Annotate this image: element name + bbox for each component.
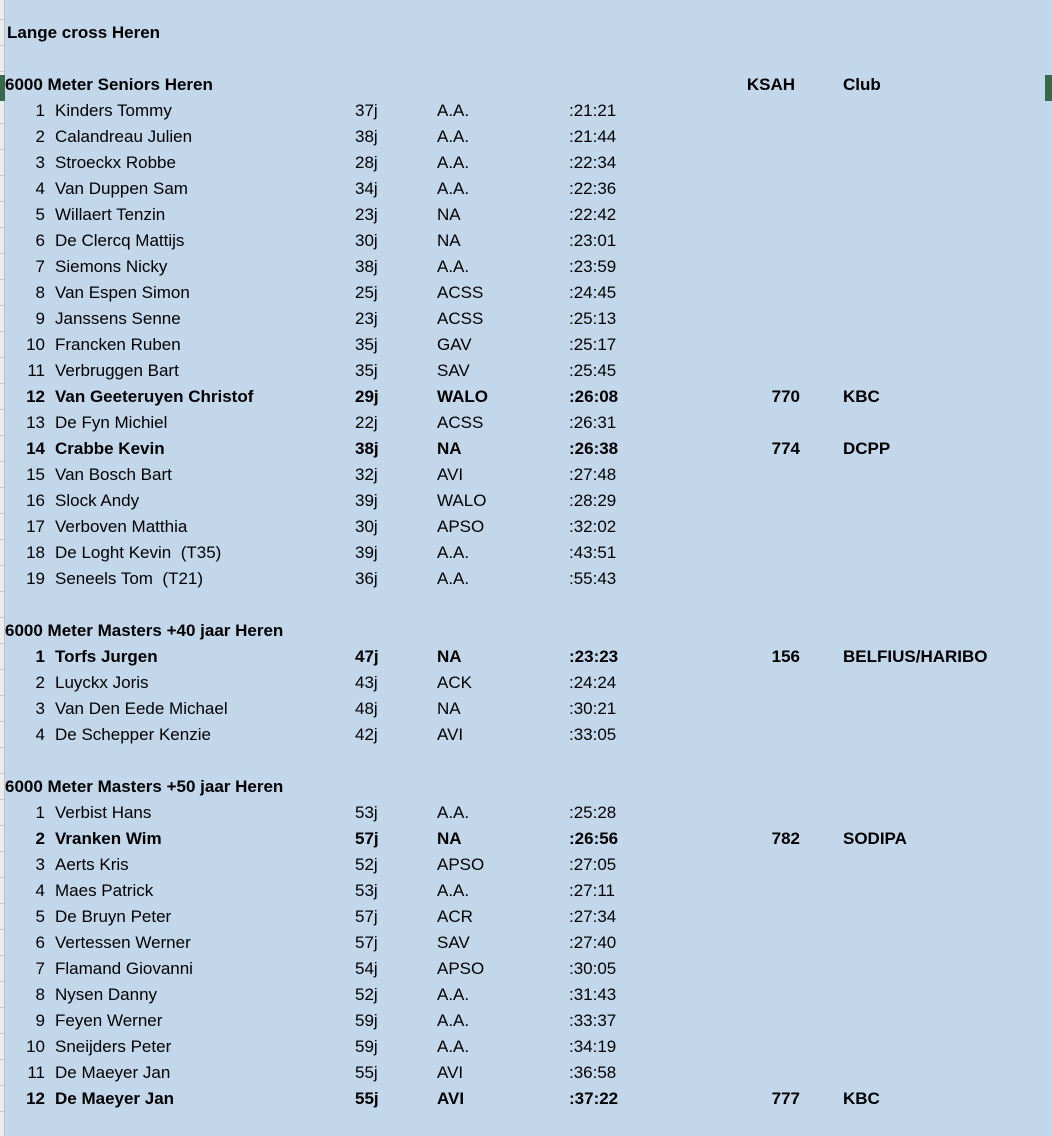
page-title: Lange cross Heren — [7, 23, 161, 42]
sponsor-cell — [843, 566, 1052, 592]
sponsor-cell — [843, 280, 1052, 306]
club-abbr-cell: A.A. — [437, 569, 470, 588]
club-abbr-cell: AVI — [437, 1089, 465, 1108]
section-marker-right-bar — [1045, 75, 1052, 101]
ksah-cell — [700, 254, 800, 280]
name-cell: Sneijders Peter — [55, 1037, 172, 1056]
section-title: 6000 Meter Masters +50 jaar Heren — [5, 777, 284, 796]
time-cell: :34:19 — [569, 1037, 617, 1056]
name-cell: Janssens Senne — [55, 309, 181, 328]
sponsor-cell: DCPP — [843, 439, 891, 458]
age-cell: 23j — [355, 205, 378, 224]
sponsor-cell — [843, 332, 1052, 358]
name-cell: Siemons Nicky — [55, 257, 168, 276]
club-abbr-cell: WALO — [437, 387, 488, 406]
age-cell: 55j — [355, 1063, 378, 1082]
club-abbr-cell: APSO — [437, 959, 485, 978]
rank-cell: 17 — [26, 517, 45, 536]
age-cell: 54j — [355, 959, 378, 978]
result-row — [0, 540, 1052, 566]
name-cell: De Maeyer Jan — [55, 1063, 171, 1082]
rank-cell: 9 — [35, 1011, 45, 1030]
rank-cell: 10 — [26, 1037, 45, 1056]
club-abbr-cell: NA — [437, 699, 461, 718]
sponsor-cell — [843, 176, 1052, 202]
result-row — [0, 150, 1052, 176]
ksah-cell — [700, 410, 800, 436]
result-row — [0, 176, 1052, 202]
club-abbr-cell: ACSS — [437, 413, 484, 432]
sponsor-cell — [843, 670, 1052, 696]
club-abbr-cell: SAV — [437, 361, 470, 380]
name-cell: Verbruggen Bart — [55, 361, 179, 380]
ksah-cell — [700, 124, 800, 150]
time-cell: :27:40 — [569, 933, 617, 952]
ksah-cell — [700, 202, 800, 228]
age-cell: 53j — [355, 881, 378, 900]
club-abbr-cell: A.A. — [437, 127, 470, 146]
result-row — [0, 1086, 1052, 1112]
club-abbr-cell: A.A. — [437, 803, 470, 822]
ksah-cell — [700, 150, 800, 176]
result-row — [0, 1034, 1052, 1060]
rank-cell: 4 — [35, 179, 45, 198]
time-cell: :30:05 — [569, 959, 617, 978]
name-cell: De Loght Kevin (T35) — [55, 543, 222, 562]
club-abbr-cell: ACSS — [437, 283, 484, 302]
sponsor-cell — [843, 124, 1052, 150]
result-row — [0, 436, 1052, 462]
club-column-header: Club — [843, 75, 881, 94]
ksah-cell: 156 — [771, 647, 800, 666]
club-abbr-cell: AVI — [437, 465, 464, 484]
time-cell: :25:28 — [569, 803, 617, 822]
time-cell: :28:29 — [569, 491, 617, 510]
sponsor-cell — [843, 228, 1052, 254]
ksah-cell — [700, 358, 800, 384]
sponsor-cell — [843, 358, 1052, 384]
ksah-cell — [700, 306, 800, 332]
rank-cell: 9 — [35, 309, 45, 328]
club-abbr-cell: NA — [437, 205, 461, 224]
age-cell: 29j — [355, 387, 379, 406]
sponsor-cell — [843, 1034, 1052, 1060]
club-abbr-cell: A.A. — [437, 257, 470, 276]
age-cell: 57j — [355, 829, 379, 848]
ksah-cell: 777 — [771, 1089, 800, 1108]
name-cell: Van Espen Simon — [55, 283, 190, 302]
time-cell: :21:21 — [569, 101, 617, 120]
name-cell: Luyckx Joris — [55, 673, 149, 692]
rank-cell: 6 — [35, 231, 45, 250]
name-cell: Van Den Eede Michael — [55, 699, 228, 718]
ksah-cell — [700, 280, 800, 306]
rank-cell: 2 — [35, 127, 45, 146]
sponsor-cell: BELFIUS/HARIBO — [843, 647, 988, 666]
time-cell: :23:01 — [569, 231, 617, 250]
sections-container — [0, 72, 1052, 1112]
rank-cell: 11 — [27, 1063, 45, 1082]
club-abbr-cell: A.A. — [437, 101, 470, 120]
time-cell: :25:45 — [569, 361, 617, 380]
club-abbr-cell: AVI — [437, 1063, 464, 1082]
sponsor-cell — [843, 202, 1052, 228]
title-row — [0, 20, 1052, 46]
section-header-row — [0, 72, 1052, 98]
ksah-cell — [700, 956, 800, 982]
club-abbr-cell: NA — [437, 439, 462, 458]
time-cell: :55:43 — [569, 569, 617, 588]
time-cell: :27:48 — [569, 465, 617, 484]
age-cell: 36j — [355, 569, 378, 588]
ksah-cell — [700, 488, 800, 514]
time-cell: :23:59 — [569, 257, 617, 276]
name-cell: De Bruyn Peter — [55, 907, 172, 926]
name-cell: Kinders Tommy — [55, 101, 172, 120]
rank-cell: 3 — [35, 855, 45, 874]
rank-cell: 10 — [26, 335, 45, 354]
sponsor-cell — [843, 696, 1052, 722]
age-cell: 38j — [355, 439, 379, 458]
section-header-row — [0, 618, 1052, 644]
section-header-row — [0, 774, 1052, 800]
age-cell: 53j — [355, 803, 378, 822]
time-cell: :27:34 — [569, 907, 617, 926]
ksah-cell — [700, 930, 800, 956]
age-cell: 32j — [355, 465, 378, 484]
sponsor-cell — [843, 956, 1052, 982]
rank-cell: 7 — [35, 257, 45, 276]
sponsor-cell — [843, 800, 1052, 826]
club-abbr-cell: ACR — [437, 907, 473, 926]
result-row — [0, 826, 1052, 852]
ksah-cell — [700, 670, 800, 696]
club-abbr-cell: A.A. — [437, 543, 470, 562]
time-cell: :30:21 — [569, 699, 617, 718]
rank-cell: 15 — [26, 465, 45, 484]
time-cell: :24:45 — [569, 283, 617, 302]
rank-cell: 4 — [35, 725, 45, 744]
age-cell: 34j — [355, 179, 378, 198]
result-row — [0, 566, 1052, 592]
result-row — [0, 488, 1052, 514]
result-row — [0, 384, 1052, 410]
time-cell: :33:05 — [569, 725, 617, 744]
name-cell: Slock Andy — [55, 491, 140, 510]
name-cell: De Maeyer Jan — [55, 1089, 175, 1108]
result-row — [0, 358, 1052, 384]
result-row — [0, 644, 1052, 670]
sponsor-cell — [843, 722, 1052, 748]
rank-cell: 14 — [26, 439, 45, 458]
time-cell: :25:13 — [569, 309, 617, 328]
age-cell: 37j — [355, 101, 378, 120]
ksah-cell: 774 — [771, 439, 800, 458]
age-cell: 23j — [355, 309, 378, 328]
result-section — [0, 618, 1052, 748]
time-cell: :26:56 — [569, 829, 619, 848]
time-cell: :27:05 — [569, 855, 617, 874]
result-row — [0, 306, 1052, 332]
result-row — [0, 904, 1052, 930]
ksah-cell: 770 — [771, 387, 800, 406]
sponsor-cell: KBC — [843, 1089, 880, 1108]
age-cell: 42j — [355, 725, 378, 744]
age-cell: 43j — [355, 673, 378, 692]
time-cell: :36:58 — [569, 1063, 617, 1082]
ksah-cell — [700, 1034, 800, 1060]
result-row — [0, 956, 1052, 982]
time-cell: :24:24 — [569, 673, 617, 692]
club-abbr-cell: A.A. — [437, 881, 470, 900]
result-row — [0, 228, 1052, 254]
section-title: 6000 Meter Seniors Heren — [5, 75, 213, 94]
result-section — [0, 72, 1052, 592]
ksah-cell — [700, 982, 800, 1008]
club-abbr-cell: APSO — [437, 517, 485, 536]
club-abbr-cell: A.A. — [437, 1037, 470, 1056]
rank-cell: 1 — [35, 647, 45, 666]
ksah-cell — [700, 332, 800, 358]
section-title: 6000 Meter Masters +40 jaar Heren — [5, 621, 284, 640]
rank-cell: 6 — [35, 933, 45, 952]
section-marker-left-bar — [0, 75, 5, 101]
rank-cell: 5 — [35, 907, 45, 926]
result-row — [0, 410, 1052, 436]
age-cell: 59j — [355, 1037, 378, 1056]
name-cell: Maes Patrick — [55, 881, 154, 900]
age-cell: 35j — [355, 361, 378, 380]
name-cell: De Clercq Mattijs — [55, 231, 185, 250]
ksah-cell — [700, 566, 800, 592]
age-cell: 47j — [355, 647, 379, 666]
time-cell: :33:37 — [569, 1011, 617, 1030]
name-cell: Verboven Matthia — [55, 517, 188, 536]
sponsor-cell — [843, 930, 1052, 956]
sponsor-cell — [843, 514, 1052, 540]
result-row — [0, 722, 1052, 748]
sponsor-cell — [843, 306, 1052, 332]
club-abbr-cell: GAV — [437, 335, 472, 354]
result-row — [0, 254, 1052, 280]
name-cell: Stroeckx Robbe — [55, 153, 176, 172]
name-cell: Van Bosch Bart — [55, 465, 172, 484]
age-cell: 52j — [355, 985, 378, 1004]
rank-cell: 18 — [26, 543, 45, 562]
rank-cell: 2 — [35, 829, 45, 848]
ksah-cell — [700, 228, 800, 254]
ksah-cell — [700, 98, 800, 124]
ksah-cell — [700, 1060, 800, 1086]
result-row — [0, 800, 1052, 826]
sponsor-cell — [843, 150, 1052, 176]
time-cell: :26:08 — [569, 387, 619, 406]
ksah-cell — [700, 852, 800, 878]
name-cell: Verbist Hans — [55, 803, 152, 822]
time-cell: :21:44 — [569, 127, 617, 146]
name-cell: Aerts Kris — [55, 855, 129, 874]
time-cell: :22:34 — [569, 153, 617, 172]
name-cell: De Schepper Kenzie — [55, 725, 211, 744]
name-cell: Flamand Giovanni — [55, 959, 193, 978]
time-cell: :31:43 — [569, 985, 617, 1004]
sponsor-cell — [843, 410, 1052, 436]
rank-cell: 5 — [35, 205, 45, 224]
name-cell: Seneels Tom (T21) — [55, 569, 204, 588]
age-cell: 39j — [355, 491, 378, 510]
result-row — [0, 878, 1052, 904]
name-cell: Francken Ruben — [55, 335, 181, 354]
age-cell: 35j — [355, 335, 378, 354]
rank-cell: 2 — [35, 673, 45, 692]
club-abbr-cell: NA — [437, 647, 462, 666]
sponsor-cell — [843, 1008, 1052, 1034]
age-cell: 52j — [355, 855, 378, 874]
age-cell: 38j — [355, 257, 378, 276]
rank-cell: 13 — [26, 413, 45, 432]
name-cell: Feyen Werner — [55, 1011, 163, 1030]
age-cell: 22j — [355, 413, 378, 432]
club-abbr-cell: SAV — [437, 933, 470, 952]
name-cell: De Fyn Michiel — [55, 413, 168, 432]
result-section — [0, 774, 1052, 1112]
result-row — [0, 852, 1052, 878]
age-cell: 38j — [355, 127, 378, 146]
ksah-cell — [700, 722, 800, 748]
ksah-cell — [700, 1008, 800, 1034]
name-cell: Torfs Jurgen — [55, 647, 158, 666]
sponsor-cell — [843, 462, 1052, 488]
rank-cell: 3 — [35, 153, 45, 172]
rank-cell: 8 — [35, 985, 45, 1004]
result-row — [0, 98, 1052, 124]
rank-cell: 3 — [35, 699, 45, 718]
sponsor-cell — [843, 98, 1052, 124]
result-row — [0, 280, 1052, 306]
rank-cell: 12 — [26, 1089, 45, 1108]
age-cell: 28j — [355, 153, 378, 172]
club-abbr-cell: A.A. — [437, 985, 470, 1004]
name-cell: Willaert Tenzin — [55, 205, 166, 224]
ksah-cell: 782 — [771, 829, 800, 848]
ksah-cell — [700, 800, 800, 826]
rank-cell: 7 — [35, 959, 45, 978]
name-cell: Van Duppen Sam — [55, 179, 188, 198]
age-cell: 30j — [355, 231, 378, 250]
age-cell: 48j — [355, 699, 378, 718]
rank-cell: 19 — [26, 569, 45, 588]
result-row — [0, 930, 1052, 956]
result-row — [0, 982, 1052, 1008]
name-cell: Van Geeteruyen Christof — [55, 387, 254, 406]
result-row — [0, 670, 1052, 696]
sponsor-cell: SODIPA — [843, 829, 907, 848]
result-row — [0, 332, 1052, 358]
ksah-cell — [700, 904, 800, 930]
result-row — [0, 514, 1052, 540]
club-abbr-cell: ACSS — [437, 309, 484, 328]
time-cell: :37:22 — [569, 1089, 619, 1108]
rank-cell: 11 — [27, 361, 45, 380]
time-cell: :23:23 — [569, 647, 619, 666]
age-cell: 55j — [355, 1089, 379, 1108]
name-cell: Vranken Wim — [55, 829, 162, 848]
club-abbr-cell: ACK — [437, 673, 472, 692]
result-row — [0, 1008, 1052, 1034]
time-cell: :27:11 — [569, 881, 616, 900]
name-cell: Crabbe Kevin — [55, 439, 165, 458]
age-cell: 39j — [355, 543, 378, 562]
sponsor-cell — [843, 982, 1052, 1008]
club-abbr-cell: NA — [437, 829, 462, 848]
ksah-cell — [700, 176, 800, 202]
sponsor-cell — [843, 1060, 1052, 1086]
ksah-cell — [700, 514, 800, 540]
time-cell: :43:51 — [569, 543, 617, 562]
ksah-cell — [700, 540, 800, 566]
ksah-column-header: KSAH — [746, 75, 795, 94]
name-cell: Nysen Danny — [55, 985, 158, 1004]
result-row — [0, 696, 1052, 722]
club-abbr-cell: A.A. — [437, 179, 470, 198]
time-cell: :26:31 — [569, 413, 617, 432]
rank-cell: 4 — [35, 881, 45, 900]
sponsor-cell — [843, 852, 1052, 878]
time-cell: :22:36 — [569, 179, 617, 198]
time-cell: :25:17 — [569, 335, 617, 354]
sponsor-cell — [843, 904, 1052, 930]
result-row — [0, 124, 1052, 150]
time-cell: :32:02 — [569, 517, 617, 536]
time-cell: :22:42 — [569, 205, 617, 224]
age-cell: 25j — [355, 283, 378, 302]
name-cell: Calandreau Julien — [55, 127, 193, 146]
rank-cell: 16 — [26, 491, 45, 510]
sponsor-cell — [843, 488, 1052, 514]
club-abbr-cell: AVI — [437, 725, 464, 744]
time-cell: :26:38 — [569, 439, 619, 458]
club-abbr-cell: APSO — [437, 855, 485, 874]
club-abbr-cell: NA — [437, 231, 461, 250]
age-cell: 30j — [355, 517, 378, 536]
sponsor-cell: KBC — [843, 387, 880, 406]
club-abbr-cell: WALO — [437, 491, 487, 510]
ksah-cell — [700, 878, 800, 904]
club-abbr-cell: A.A. — [437, 153, 470, 172]
name-cell: Vertessen Werner — [55, 933, 191, 952]
age-cell: 59j — [355, 1011, 378, 1030]
sponsor-cell — [843, 254, 1052, 280]
age-cell: 57j — [355, 907, 378, 926]
club-abbr-cell: A.A. — [437, 1011, 470, 1030]
rank-cell: 12 — [26, 387, 45, 406]
rank-cell: 1 — [35, 101, 45, 120]
rank-cell: 1 — [35, 803, 45, 822]
result-row — [0, 1060, 1052, 1086]
sponsor-cell — [843, 878, 1052, 904]
result-row — [0, 462, 1052, 488]
result-row — [0, 202, 1052, 228]
rank-cell: 8 — [35, 283, 45, 302]
sponsor-cell — [843, 540, 1052, 566]
ksah-cell — [700, 462, 800, 488]
ksah-cell — [700, 696, 800, 722]
age-cell: 57j — [355, 933, 378, 952]
